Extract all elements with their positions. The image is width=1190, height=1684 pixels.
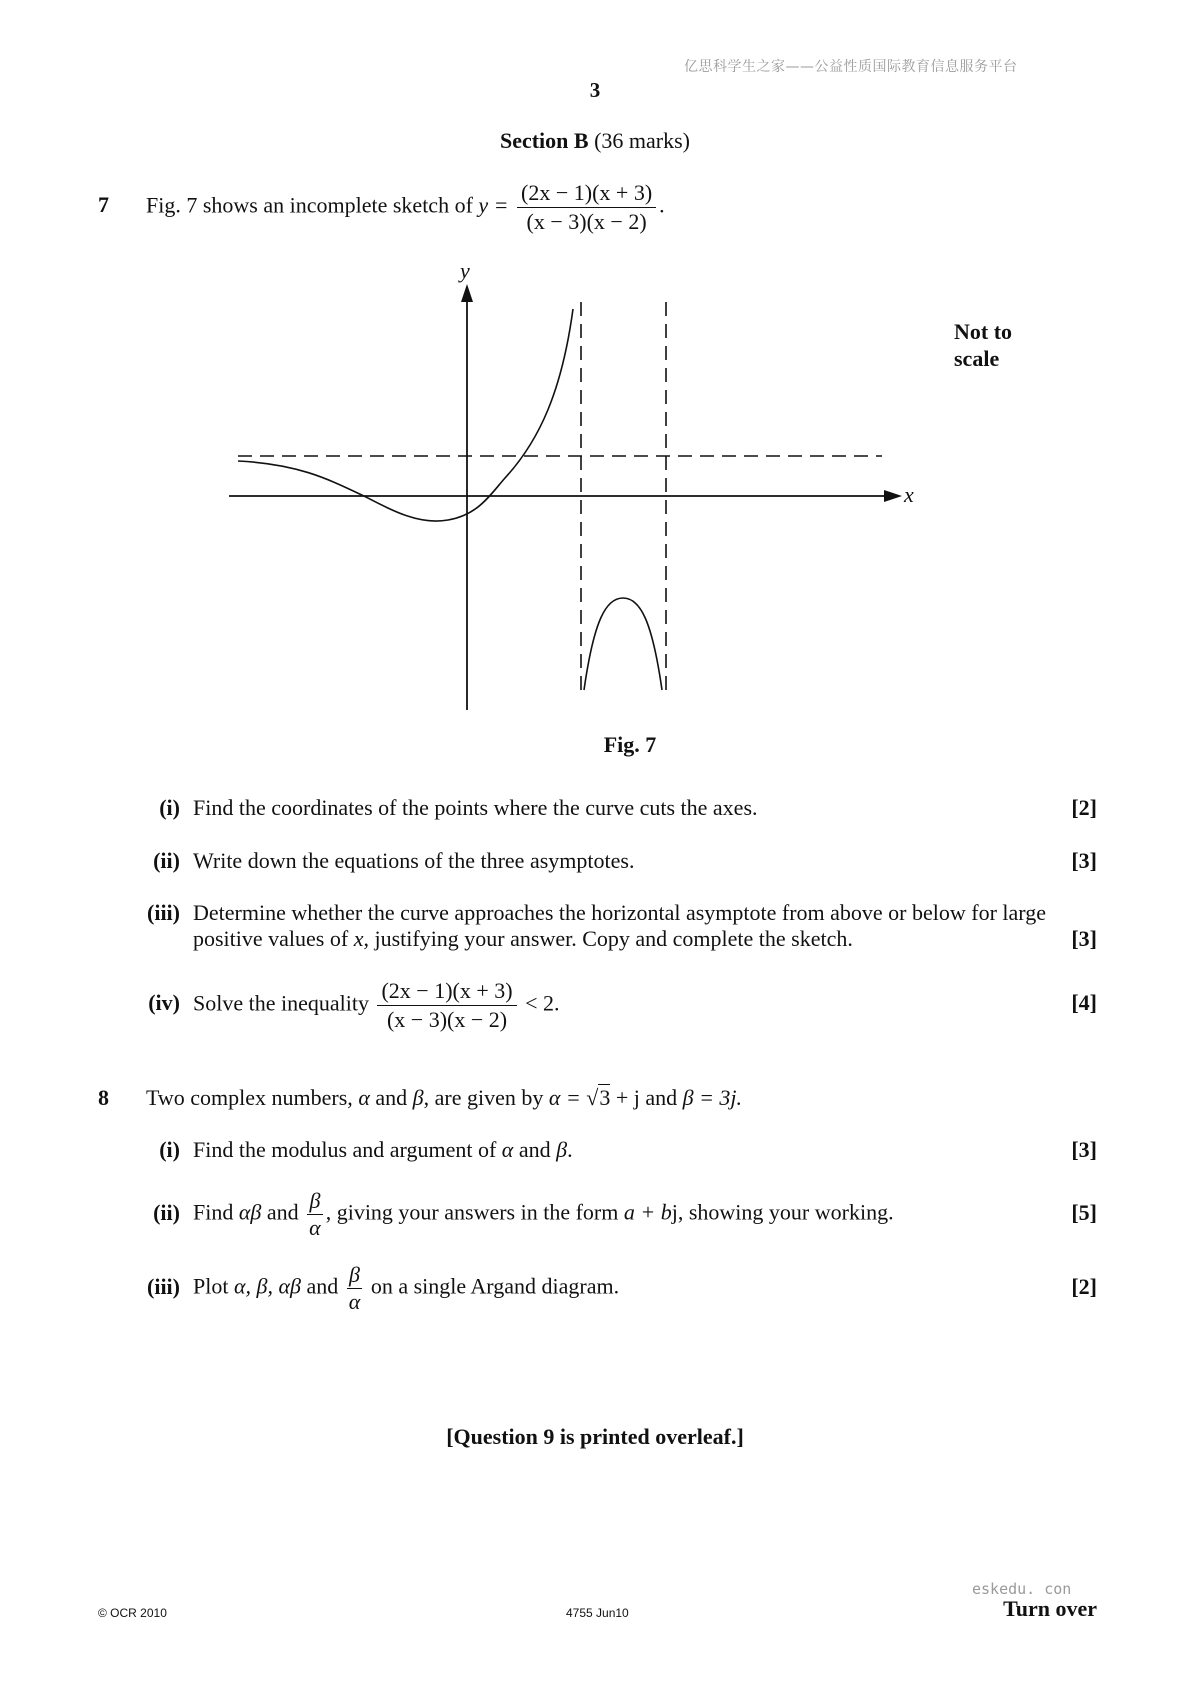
q7-part-iv-label: (iv) bbox=[148, 990, 180, 1015]
q8-part-i-text-a: Find the modulus and argument of bbox=[193, 1137, 497, 1162]
q7-part-iv-marks: [4] bbox=[1071, 990, 1097, 1015]
q7-part-iii-line1: Determine whether the curve approaches the horizontal asymptote from above or below for large bbox=[193, 900, 1046, 925]
q7-part-iv-denominator: (x − 3)(x − 2) bbox=[386, 1007, 508, 1032]
q7-part-iv-after: < 2. bbox=[525, 990, 560, 1016]
section-marks: (36 marks) bbox=[594, 128, 691, 153]
footer-copyright: © OCR 2010 bbox=[98, 1606, 167, 1620]
q7-part-iv-before: Solve the inequality bbox=[193, 990, 369, 1016]
q8-part-iii-frac-den: α bbox=[348, 1289, 361, 1314]
q7-part-ii-label: (ii) bbox=[153, 848, 180, 873]
q8-part-iii-text bbox=[193, 1262, 619, 1315]
q7-part-i-label: (i) bbox=[159, 795, 180, 820]
q8-part-iii-text-a: Plot bbox=[193, 1273, 229, 1299]
x-axis-arrow bbox=[884, 490, 902, 502]
not-to-scale-line2: scale bbox=[954, 346, 1000, 371]
fig7-caption: Fig. 7 bbox=[603, 732, 657, 757]
q8-part-iii-and: and bbox=[306, 1273, 339, 1299]
q8-part-iii-fraction bbox=[347, 1262, 363, 1315]
q7-part-ii-text: Write down the equations of the three asymptotes. bbox=[193, 848, 635, 873]
overleaf-note: [Question 9 is printed overleaf.] bbox=[446, 1424, 744, 1449]
q7-part-iii-marks: [3] bbox=[1071, 926, 1097, 951]
q8-part-ii-marks: [5] bbox=[1071, 1200, 1097, 1225]
q8-part-ii-form-j: j bbox=[671, 1199, 678, 1225]
q8-part-ii-ab: αβ bbox=[238, 1199, 262, 1225]
q8-part-iii-label: (iii) bbox=[147, 1274, 180, 1299]
q8-part-i-text-b: . bbox=[567, 1137, 573, 1162]
q8-part-i-text bbox=[193, 1137, 573, 1163]
q8-part-ii-fraction bbox=[307, 1188, 323, 1241]
q7-part-iii-label: (iii) bbox=[147, 900, 180, 925]
q7-eq-lhs: y = bbox=[478, 192, 509, 218]
q8-part-ii-frac-num: β bbox=[307, 1188, 323, 1215]
q8-part-iii-frac-num: β bbox=[347, 1262, 363, 1289]
q7-number: 7 bbox=[98, 192, 109, 217]
q7-part-iv-text bbox=[193, 978, 560, 1033]
q8-part-ii-text-c: , showing your working. bbox=[677, 1199, 894, 1225]
curve-left-branch bbox=[238, 309, 573, 521]
q8-sqrt-symbol: √ bbox=[586, 1085, 599, 1110]
q7-part-i-text: Find the coordinates of the points where the curve cuts the axes. bbox=[193, 795, 758, 820]
curve-middle-branch bbox=[584, 598, 662, 690]
q8-number: 8 bbox=[98, 1085, 109, 1110]
q8-part-ii-label: (ii) bbox=[153, 1200, 180, 1225]
q8-intro bbox=[146, 1085, 742, 1111]
q8-intro-a: Two complex numbers, bbox=[146, 1085, 353, 1110]
q8-part-iii-list: α, β, αβ bbox=[233, 1273, 301, 1299]
q8-part-ii-text-b: , giving your answers in the form bbox=[325, 1199, 619, 1225]
watermark-bottom: eskedu. con bbox=[972, 1580, 1072, 1598]
q8-alpha: α bbox=[358, 1085, 370, 1110]
y-axis-label: y bbox=[460, 258, 470, 283]
q8-alpha-eq: α = bbox=[548, 1085, 581, 1110]
q8-part-ii-form: a + b bbox=[623, 1199, 672, 1225]
turn-over: Turn over bbox=[1003, 1596, 1097, 1621]
q7-part-iii-var-x: x bbox=[353, 926, 364, 951]
q7-part-i-marks: [2] bbox=[1071, 795, 1097, 820]
q7-part-ii-marks: [3] bbox=[1071, 848, 1097, 873]
q7-intro-period: . bbox=[659, 192, 665, 218]
q8-part-i-and: and bbox=[518, 1137, 551, 1162]
q8-part-ii-text bbox=[193, 1188, 894, 1241]
q7-numerator: (2x − 1)(x + 3) bbox=[517, 180, 656, 208]
q8-part-ii-text-a: Find bbox=[193, 1199, 234, 1225]
q8-part-ii-and: and bbox=[266, 1199, 299, 1225]
q7-part-iv-numerator: (2x − 1)(x + 3) bbox=[377, 978, 516, 1006]
q7-denominator: (x − 3)(x − 2) bbox=[526, 209, 647, 234]
section-title: Section B bbox=[499, 128, 589, 153]
q8-intro-b: , are given by bbox=[423, 1085, 544, 1110]
q8-beta-eq: β = 3j. bbox=[682, 1085, 743, 1110]
q8-sqrt-value: 3 bbox=[599, 1085, 611, 1110]
q8-part-iii-text-b: on a single Argand diagram. bbox=[370, 1273, 620, 1299]
q8-part-i-marks: [3] bbox=[1071, 1137, 1097, 1162]
q8-part-ii-frac-den: α bbox=[309, 1215, 321, 1240]
q7-part-iii-line2-a: positive values of bbox=[193, 926, 349, 951]
q7-part-iii-line2-b: , justifying your answer. Copy and complete the sketch. bbox=[363, 926, 853, 951]
q8-and: and bbox=[375, 1085, 408, 1110]
q7-intro-text: Fig. 7 shows an incomplete sketch of bbox=[146, 192, 473, 218]
not-to-scale-note bbox=[954, 318, 1012, 372]
q8-part-i-alpha: α bbox=[501, 1137, 514, 1162]
watermark-top: 亿思科学生之家——公益性质国际教育信息服务平台 bbox=[684, 59, 1018, 75]
y-axis-arrow bbox=[461, 284, 473, 302]
q7-part-iv-fraction bbox=[377, 978, 516, 1033]
q8-part-iii-marks: [2] bbox=[1071, 1274, 1097, 1299]
q7-part-iii-line2 bbox=[193, 926, 853, 952]
q8-part-i-label: (i) bbox=[159, 1137, 180, 1162]
q8-beta: β bbox=[412, 1085, 424, 1110]
x-axis-label: x bbox=[904, 482, 914, 507]
not-to-scale-line1: Not to bbox=[954, 319, 1013, 344]
q8-part-i-beta: β bbox=[556, 1137, 568, 1162]
q8-alpha-tail: + j and bbox=[615, 1085, 678, 1110]
footer-code: 4755 Jun10 bbox=[566, 1606, 629, 1620]
page-number: 3 bbox=[589, 78, 601, 102]
